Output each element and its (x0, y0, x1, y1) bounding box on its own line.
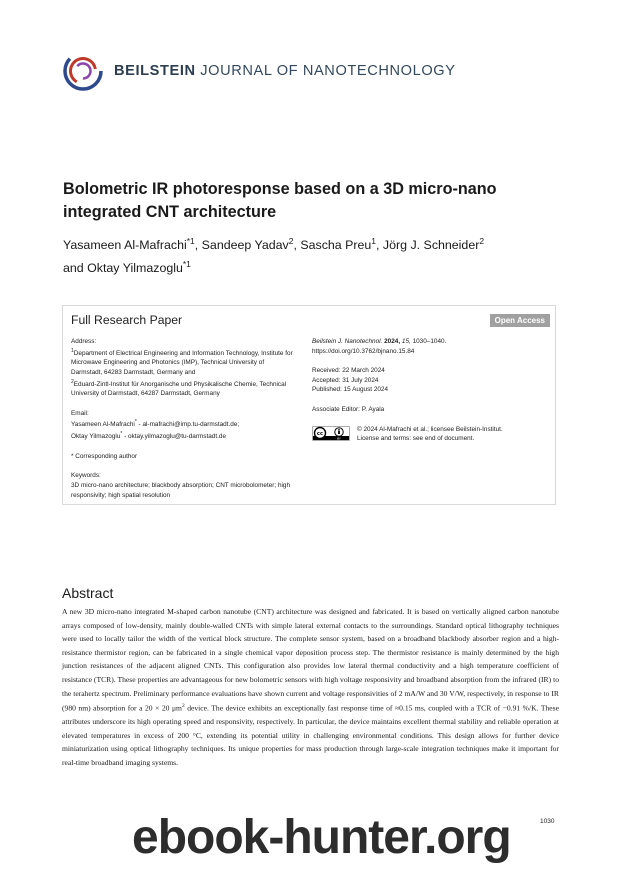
author-list: Yasameen Al-Mafrachi$^{*1}$, Sandeep Yadav$^2$, Sascha Preu$^1$, Jörg J. Schneider$^2$ and Oktay Yilmazoglu$^{*1}$ (63, 236, 485, 276)
author-name: Sandeep Yadav (201, 238, 289, 253)
journal-name (114, 63, 456, 79)
abstract-text-part-2: device. The device exhibits an exceptionally fast response time of ≈0.15 ms, coupled with a TCR of −0.91 %/K. These attributes underscore its high operating speed and responsivity, respectively. In particular, the device maintains excellent thermal stability and reliable operation at elevated temperatures in excess of 200 °C, extending its potential utility in challenging environmental conditions. This design allows for further device miniaturization using optical lithography techniques. Its unique properties for mass production through large-scale integration techniques make it important for real-time broadband imaging systems. (62, 703, 559, 768)
journal-name-rest: JOURNAL OF NANOTECHNOLOGY (200, 63, 456, 79)
email-label: Email: (71, 409, 89, 417)
email-link[interactable]: - al-mafrachi@imp.tu-darmstadt.de; (136, 421, 240, 429)
author-name: Sascha Preu (300, 238, 372, 253)
abstract-text (62, 605, 559, 770)
affiliation-number: 2 (71, 378, 74, 385)
beilstein-logo-icon (62, 50, 104, 92)
address-block (71, 337, 297, 399)
associate-editor: Associate Editor: P. Ayala (312, 405, 385, 413)
abstract-text-part-1: A new 3D micro-nano integrated M-shaped carbon nanotube (CNT) architecture was designed and fabricated. It is based on vertically aligned carbon nanotube arrays composed of low-density, mainly double-walled CNTs with simple lateral external contacts to the surroundings. Standard optical lithography techniques were used to locally tailor the width of the vertical block structure. The complete sensor system, based on a broadband blackbody absorber region and a high-resistance thermistor region, can be fabricated in a single chemical vapor deposition process step. The thermistor resistance is mainly determined by the high junction resistances of the adjacent aligned CNTs. This configuration also provides low lateral thermal conductivity and a high temperature coefficient of resistance (TCR). These properties are advantageous for new bolometric sensors with high voltage responsivity and broadband absorption from the infrared (IR) to the terahertz spectrum. Preliminary performance evaluations have shown current and voltage responsivities of 2 mA/W and 30 V/W, respectively, in response to IR (980 nm) absorption for a 20 × 20 μm (62, 607, 559, 713)
corresponding-star: * (134, 419, 137, 426)
citation-journal: Beilstein J. Nanotechnol. (312, 338, 383, 345)
cc-by-license-icon[interactable] (312, 426, 350, 441)
address-label: Address: (71, 338, 97, 345)
email-block (71, 409, 297, 442)
address-2 (71, 378, 297, 399)
abstract-heading: Abstract (62, 585, 114, 601)
citation-year: 2024, (384, 338, 401, 345)
keywords-label: Keywords: (71, 472, 101, 480)
author-affiliation: 2 (288, 236, 294, 246)
cc-by-label: BY (337, 435, 341, 440)
article-title: Bolometric IR photoresponse based on a 3D micro-nano integrated CNT architecture (63, 180, 497, 221)
email-link[interactable]: - oktay.yilmazoglu@tu-darmstadt.de (122, 433, 227, 441)
email-name: Oktay Yilmazoglu (71, 433, 121, 441)
email-entry (71, 430, 297, 442)
doi-link[interactable]: https://doi.org/10.3762/bjnano.15.84 (312, 347, 415, 355)
author-affiliation: 1 (371, 236, 377, 246)
citation-pages: 1030–1040. (412, 338, 447, 345)
license-text (357, 425, 503, 444)
address-1 (71, 347, 297, 378)
citation-block (312, 337, 552, 356)
info-right-column (312, 337, 552, 444)
received-date: Received: 22 March 2024 (312, 367, 385, 375)
journal-name-brand: BEILSTEIN (114, 63, 196, 79)
watermark: ebook-hunter.org (132, 811, 511, 864)
corresponding-star: * (120, 431, 123, 438)
email-name: Yasameen Al-Mafrachi (71, 421, 135, 429)
author-name: Jörg J. Schneider (382, 238, 480, 253)
keywords-block (71, 471, 297, 500)
article-info-box (62, 305, 556, 505)
citation (312, 337, 552, 347)
dates-block (312, 366, 552, 395)
citation-volume: 15, (401, 338, 411, 345)
author-affiliation: *1 (182, 259, 191, 270)
author-name: Oktay Yilmazoglu (87, 261, 183, 276)
author-affiliation: 2 (479, 236, 485, 246)
address-1-text: Department of Electrical Engineering and Information Technology, Institute for Microwave Engineering and Photonics (IMP), Technical University of Darmstadt, 64283 Darmstadt, Germany and (71, 349, 293, 376)
email-entry (71, 418, 297, 430)
svg-text:cc: cc (316, 430, 324, 437)
abstract-superscript: 2 (181, 703, 185, 710)
address-2-text: Eduard-Zintl-Institut für Anorganische und Physikalische Chemie, Technical University of Darmstadt, 64287 Darmstadt, Germany (71, 380, 287, 398)
accepted-date: Accepted: 31 July 2024 (312, 376, 379, 384)
affiliation-number: 1 (71, 347, 74, 354)
open-access-badge: Open Access (490, 314, 550, 327)
license-block (312, 425, 552, 444)
page-number: 1030 (540, 818, 555, 825)
info-left-column (71, 337, 297, 510)
journal-header (62, 50, 456, 92)
license-terms: License and terms: see end of document. (357, 435, 475, 443)
keywords-text: 3D micro-nano architecture; blackbody absorption; CNT microbolometer; high responsivity; high spatial resolution (71, 482, 291, 499)
article-type: Full Research Paper (71, 313, 183, 327)
corresponding-note: * Corresponding author (71, 452, 138, 460)
authors-and: and (63, 261, 84, 276)
author-name: Yasameen Al-Mafrachi (63, 238, 187, 253)
author-affiliation: *1 (186, 236, 195, 246)
published-date: Published: 15 August 2024 (312, 386, 389, 394)
copyright-line: © 2024 Al-Mafrachi et al.; licensee Beilstein-Institut. (357, 425, 503, 433)
